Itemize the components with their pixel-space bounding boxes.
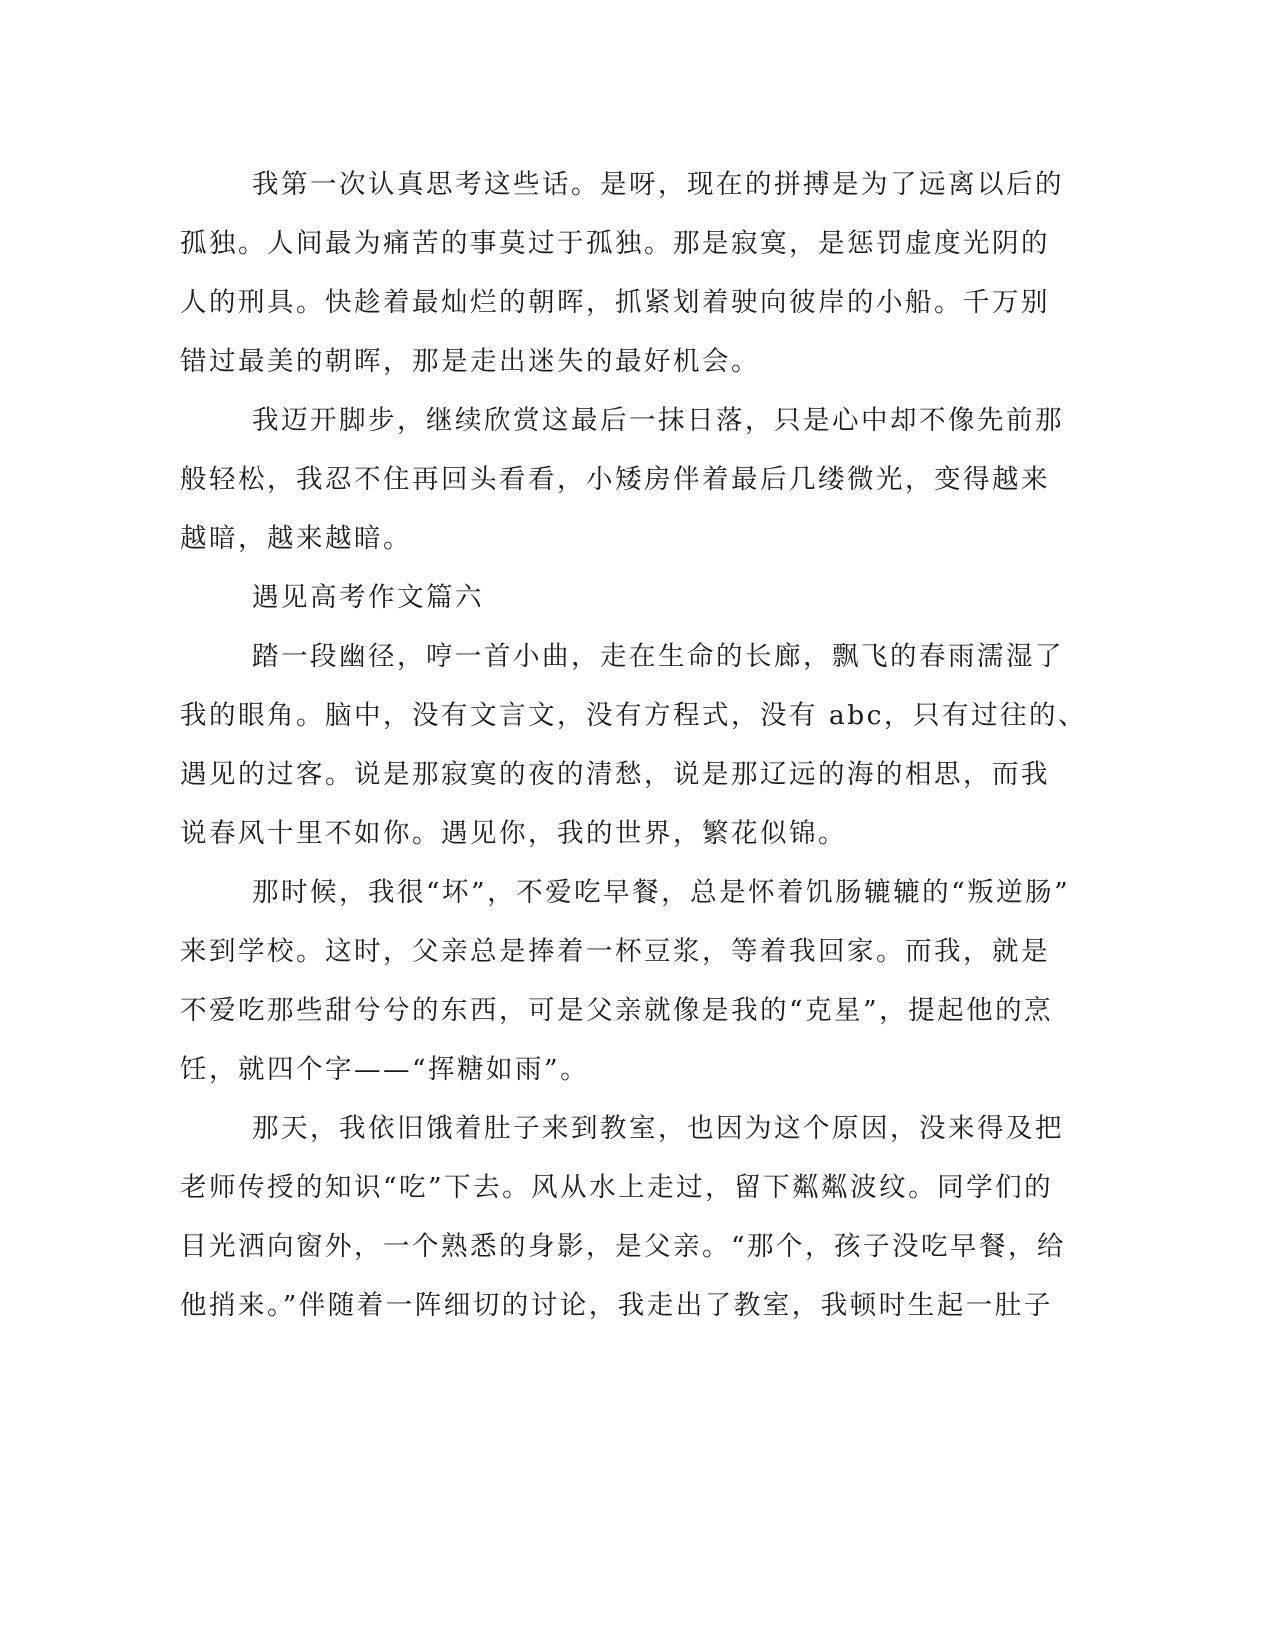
text-line: 人的刑具。快趁着最灿烂的朝晖，抓紧划着驶向彼岸的小船。千万别 [180,287,1050,318]
text-line: 越暗，越来越暗。 [180,523,412,554]
text-line: 目光洒向窗外，一个熟悉的身影，是父亲。“那个，孩子没吃早餐，给 [180,1231,1067,1262]
paragraph [180,627,1088,863]
paragraph [180,391,1064,568]
text-line: 错过最美的朝晖，那是走出迷失的最好机会。 [180,346,760,377]
text-line: 老师传授的知识“吃”下去。风从水上走过，留下粼粼波纹。同学们的 [180,1172,1054,1203]
text-line: 孤独。人间最为痛苦的事莫过于孤独。那是寂寞，是惩罚虚度光阴的 [180,228,1050,259]
text-line: 来到学校。这时，父亲总是捧着一杯豆浆，等着我回家。而我，就是 [180,936,1050,967]
document-page [180,155,1088,1335]
text-line: 我迈开脚步，继续欣赏这最后一抹日落，只是心中却不像先前那 [252,405,1064,436]
text-line: 那时候，我很“坏”，不爱吃早餐，总是怀着饥肠辘辘的“叛逆肠” [252,877,1071,908]
paragraph [180,863,1071,1099]
text-line: 我的眼角。脑中，没有文言文，没有方程式，没有 abc，只有过往的、 [180,700,1088,731]
paragraph [180,155,1064,391]
section-heading [180,568,1025,627]
text-line: 不爱吃那些甜兮兮的东西，可是父亲就像是我的“克星”，提起他的烹 [180,995,1054,1026]
text-line: 般轻松，我忍不住再回头看看，小矮房伴着最后几缕微光，变得越来 [180,464,1050,495]
paragraph [180,1099,1067,1335]
text-line: 踏一段幽径，哼一首小曲，走在生命的长廊，飘飞的春雨濡湿了 [252,641,1064,672]
text-line: 那天，我依旧饿着肚子来到教室，也因为这个原因，没来得及把 [252,1113,1064,1144]
text-line: 说春风十里不如你。遇见你，我的世界，繁花似锦。 [180,818,847,849]
text-line: 他捎来。”伴随着一阵细切的讨论，我走出了教室，我顿时生起一肚子 [180,1290,1053,1321]
text-line: 我第一次认真思考这些话。是呀，现在的拼搏是为了远离以后的 [252,169,1064,200]
text-line: 饪，就四个字——“挥糖如雨”。 [180,1054,590,1085]
heading-text: 遇见高考作文篇六 [252,582,484,613]
text-line: 遇见的过客。说是那寂寞的夜的清愁，说是那辽远的海的相思，而我 [180,759,1050,790]
